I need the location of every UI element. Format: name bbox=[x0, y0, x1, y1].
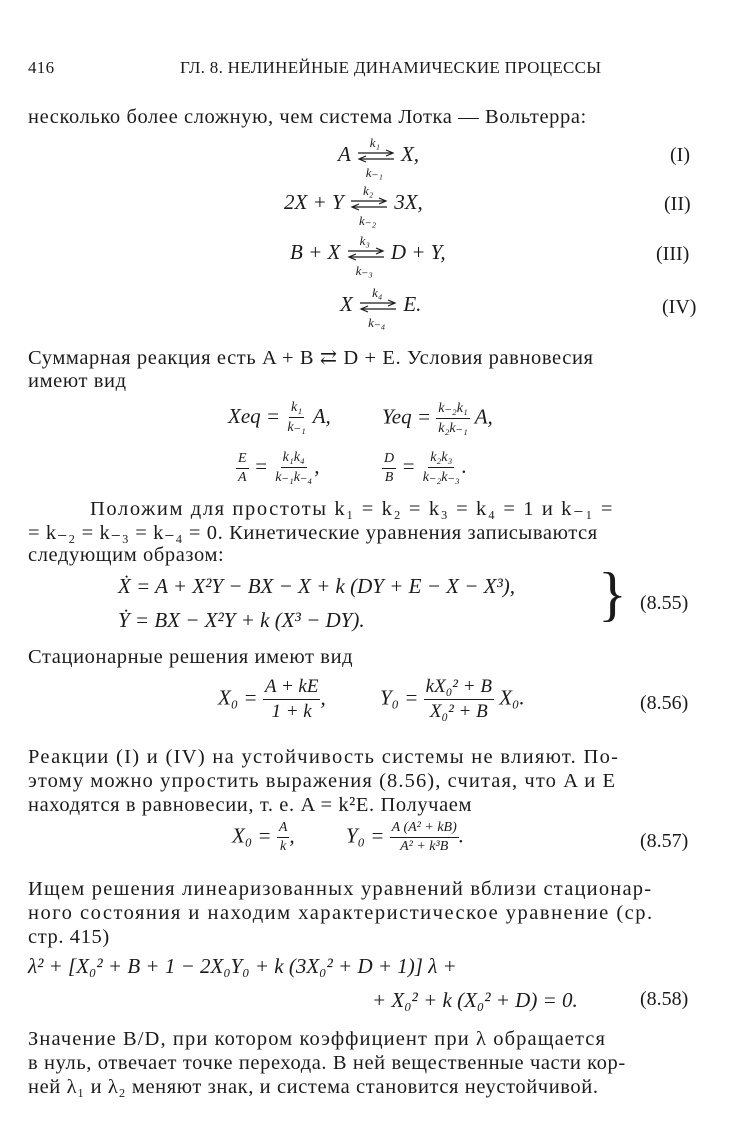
reaction-2 bbox=[284, 183, 423, 229]
eq858-label: (8.58) bbox=[640, 988, 689, 1010]
rate-constant-forward: k₁ bbox=[369, 135, 380, 151]
ea-rate-denominator: k₋₁k₋₄ bbox=[275, 470, 313, 485]
db-rate-denominator: k₋₂k₋₃ bbox=[422, 470, 460, 485]
summary-line-1: Суммарная реакция есть A + B ⇄ D + E. Условия равновесия bbox=[28, 347, 594, 369]
yeq-fraction bbox=[436, 400, 470, 437]
yeq-tail: A, bbox=[474, 404, 493, 429]
xeq-numerator: k₁ bbox=[289, 400, 304, 418]
eq856-y0-fraction bbox=[424, 676, 494, 723]
eq857-y0-numerator: A (A² + kB) bbox=[390, 820, 459, 838]
eq857-x0: X₀ = $\frac{A}{k}$ , bbox=[232, 820, 295, 854]
db-rate-numerator: k₂k₃ bbox=[428, 450, 454, 468]
xeq-tail: A, bbox=[312, 403, 331, 428]
yeq-numerator: k₋₂k₁ bbox=[436, 400, 470, 419]
eq857-x0-numerator: A bbox=[277, 820, 290, 838]
reactions-text-1: Реакции (I) и (IV) на устойчивость системы не влияют. По- bbox=[28, 746, 620, 768]
xeq-denominator: k₋₁ bbox=[287, 420, 306, 435]
reaction-1-label: (I) bbox=[670, 144, 690, 166]
db-denominator: B bbox=[384, 469, 394, 485]
reactions-text-3: находятся в равновесии, т. е. A = k²E. Получаем bbox=[28, 794, 473, 816]
running-title: ГЛ. 8. НЕЛИНЕЙНЫЕ ДИНАМИЧЕСКИЕ ПРОЦЕССЫ bbox=[180, 58, 602, 77]
reaction-3-right: D + Y, bbox=[390, 240, 446, 264]
eq856-x0-denominator: 1 + k bbox=[271, 701, 312, 722]
rate-constant-forward: k₄ bbox=[372, 285, 383, 301]
ea-fraction bbox=[236, 451, 249, 486]
eq856-y0-tail: X₀. bbox=[499, 685, 525, 710]
equilibrium-arrow-icon bbox=[346, 233, 386, 279]
eq857-x0-fraction bbox=[277, 820, 290, 855]
reaction-1 bbox=[338, 135, 420, 181]
simplify-line-1: Положим для простоты k₁ = k₂ = k₃ = k₄ = 1 и k₋₁ = bbox=[90, 498, 615, 520]
equilibrium-arrow-icon bbox=[358, 285, 398, 331]
rate-constant-backward: k₋₄ bbox=[368, 315, 386, 331]
ea-rate-numerator: k₁k₄ bbox=[281, 450, 307, 468]
final-text-1: Значение B/D, при котором коэффициент при λ обращается bbox=[28, 1028, 607, 1050]
eq856-x0: X₀ = $\frac{A + kE}{1 + k}$ , bbox=[218, 676, 326, 722]
yeq-denominator: k₂k₋₁ bbox=[438, 421, 468, 436]
ea-denominator: A bbox=[238, 469, 247, 485]
eq858-line-1: λ² + [X₀² + B + 1 − 2X₀Y₀ + k (3X₀² + D + 1)] λ + bbox=[28, 954, 457, 978]
xeq-lhs: Xeq = bbox=[228, 403, 281, 428]
eq856-x0-fraction bbox=[263, 676, 321, 723]
xeq-formula bbox=[228, 400, 331, 436]
reaction-1-left: A bbox=[338, 142, 351, 166]
simplify-line-2: = k₋₂ = k₋₃ = k₋₄ = 0. Кинетические уравнения записываются bbox=[28, 522, 598, 544]
reaction-3 bbox=[290, 233, 446, 279]
eq857-label: (8.57) bbox=[640, 830, 689, 852]
final-text-3: ней λ₁ и λ₂ меняют знак, и система становится неустойчивой. bbox=[28, 1076, 599, 1098]
eq857-x0-denominator: k bbox=[279, 839, 287, 854]
right-brace-icon: } bbox=[598, 561, 627, 627]
eq856-y0 bbox=[380, 676, 525, 723]
rate-constant-backward: k₋₃ bbox=[355, 263, 373, 279]
reaction-3-label: (III) bbox=[656, 243, 690, 265]
reaction-3-left: B + X bbox=[290, 240, 341, 264]
db-rate-fraction bbox=[421, 450, 462, 486]
eq856-y0-numerator: kX₀² + B bbox=[424, 676, 494, 700]
final-text-2: в нуль, отвечает точке перехода. В ней вещественные части кор- bbox=[28, 1052, 626, 1074]
summary-line-2: имеют вид bbox=[28, 370, 127, 392]
kinetic-label: (8.55) bbox=[640, 592, 689, 614]
eq857-y0-lhs: Y₀ = bbox=[346, 823, 385, 848]
eq857-y0-denominator: A² + k³B bbox=[400, 839, 449, 854]
rate-constant-forward: k₂ bbox=[362, 183, 374, 199]
reaction-2-label: (II) bbox=[664, 193, 691, 215]
rate-constant-backward: k₋₂ bbox=[358, 213, 377, 229]
eq856-x0-numerator: A + kE bbox=[263, 676, 321, 700]
xeq-fraction bbox=[285, 400, 307, 436]
reaction-2-right: 3X, bbox=[394, 190, 423, 214]
eq856-x0-lhs: X₀ = bbox=[218, 685, 258, 710]
reaction-4-right: E. bbox=[403, 292, 422, 316]
reaction-4 bbox=[340, 285, 422, 331]
eq856-y0-lhs: Y₀ = bbox=[380, 685, 419, 710]
ea-rate-fraction bbox=[273, 450, 314, 486]
db-numerator: D bbox=[382, 451, 396, 469]
equilibrium-arrow-icon bbox=[349, 183, 389, 229]
kinetic-xdot: Ẋ = A + X²Y − BX − X + k (DY + E − X − X³), bbox=[118, 574, 515, 598]
yeq-formula bbox=[382, 400, 493, 437]
page-number: 416 bbox=[28, 58, 55, 77]
eq857-y0-fraction bbox=[390, 820, 459, 855]
eq858-line-2: + X₀² + k (X₀² + D) = 0. bbox=[372, 988, 578, 1012]
eq856-label: (8.56) bbox=[640, 692, 689, 714]
simplify-line-3: следующим образом: bbox=[28, 544, 225, 566]
stationary-line: Стационарные решения имеют вид bbox=[28, 646, 354, 668]
reaction-1-right: X, bbox=[400, 142, 420, 166]
linear-text-2: ного состояния и находим характеристическое уравнение (ср. bbox=[28, 902, 654, 924]
reaction-4-left: X bbox=[340, 292, 353, 316]
reaction-4-label: (IV) bbox=[662, 296, 697, 318]
linear-text-1: Ищем решения линеаризованных уравнений вблизи стационар- bbox=[28, 878, 653, 900]
reaction-2-left: 2X + Y bbox=[284, 190, 344, 214]
equilibrium-arrow-icon bbox=[356, 135, 396, 181]
ea-numerator: E bbox=[236, 451, 249, 469]
yeq-lhs: Yeq = bbox=[382, 404, 431, 429]
linear-text-3: стр. 415) bbox=[28, 926, 110, 948]
ea-ratio-formula: $\frac{E}{A}$ = $\frac{\text{k₁k₄}}{\text{k₋₁k₋₄}}$ , bbox=[238, 450, 320, 485]
eq857-x0-lhs: X₀ = bbox=[232, 823, 272, 848]
eq857-y0: Y₀ = $\frac{\text{A (A² + kB)}}{\text{A² + k³B}}$ . bbox=[346, 820, 464, 854]
rate-constant-forward: k₃ bbox=[359, 233, 370, 249]
db-ratio-formula: $\frac{D}{B}$ = $\frac{\text{k₂k₃}}{\text{k₋₂k₋₃}}$ . bbox=[384, 450, 467, 485]
kinetic-ydot: Ẏ = BX − X²Y + k (X³ − DY). bbox=[118, 608, 365, 632]
intro-line: несколько более сложную, чем система Лотка — Вольтерра: bbox=[28, 106, 587, 128]
db-fraction bbox=[382, 451, 396, 486]
rate-constant-backward: k₋₁ bbox=[365, 165, 383, 181]
eq856-y0-denominator: X₀² + B bbox=[429, 701, 488, 722]
reactions-text-2: этому можно упростить выражения (8.56), считая, что A и E bbox=[28, 770, 617, 792]
